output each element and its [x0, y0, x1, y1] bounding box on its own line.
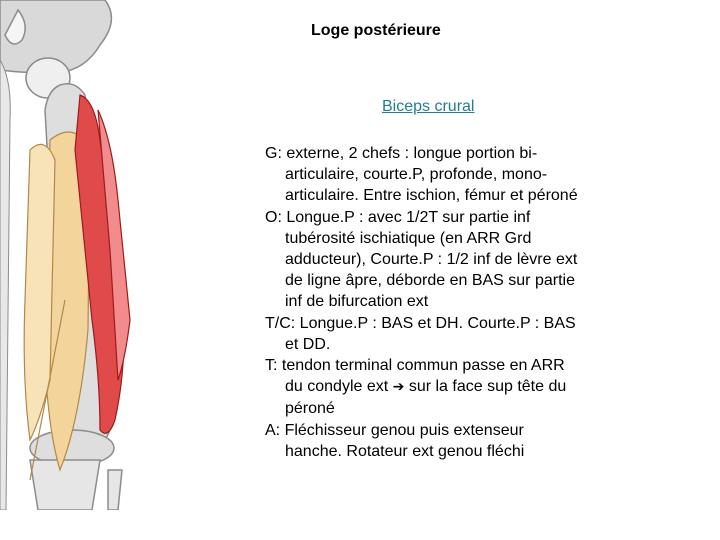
description-line: adducteur), Courte.P : 1/2 inf de lèvre ext [285, 251, 578, 269]
description-line: inf de bifurcation ext [285, 293, 429, 311]
description-a [265, 420, 715, 462]
pelvis-bone [0, 0, 111, 98]
description-line: T/C: Longue.P : BAS et DH. Courte.P : BAS [265, 314, 576, 332]
muscle-description [265, 143, 715, 462]
tibia-bone [30, 460, 122, 510]
description-tc [265, 313, 715, 355]
description-t [265, 355, 715, 420]
description-line: tubérosité ischiatique (en ARR Grd [285, 229, 532, 247]
description-g [265, 143, 715, 207]
adjacent-bone-edge [0, 60, 10, 510]
hamstring-anatomy-illustration [0, 0, 250, 510]
description-line: sur la face sup tête du [408, 378, 567, 396]
description-o [265, 207, 715, 313]
section-heading: Biceps crural [382, 98, 475, 115]
description-line: O: Longue.P : avec 1/2T sur partie inf [265, 208, 531, 226]
description-line: du condyle ext [285, 378, 389, 396]
description-line: et DD. [285, 335, 331, 353]
description-line: de ligne âpre, déborde en BAS sur partie [285, 272, 575, 290]
description-line: péroné [285, 400, 335, 418]
description-line: articulaire. Entre ischion, fémur et péroné [285, 187, 578, 205]
arrow-right-icon: ➔ [392, 379, 405, 396]
description-line: T: tendon terminal commun passe en ARR [265, 357, 565, 375]
description-line: hanche. Rotateur ext genou fléchi [285, 442, 525, 460]
description-line: articulaire, courte.P, profonde, mono- [285, 166, 548, 184]
slide-title: Loge postérieure [311, 22, 441, 39]
description-line: G: externe, 2 chefs : longue portion bi- [265, 145, 538, 162]
description-line: A: Fléchisseur genou puis extenseur [265, 421, 524, 439]
